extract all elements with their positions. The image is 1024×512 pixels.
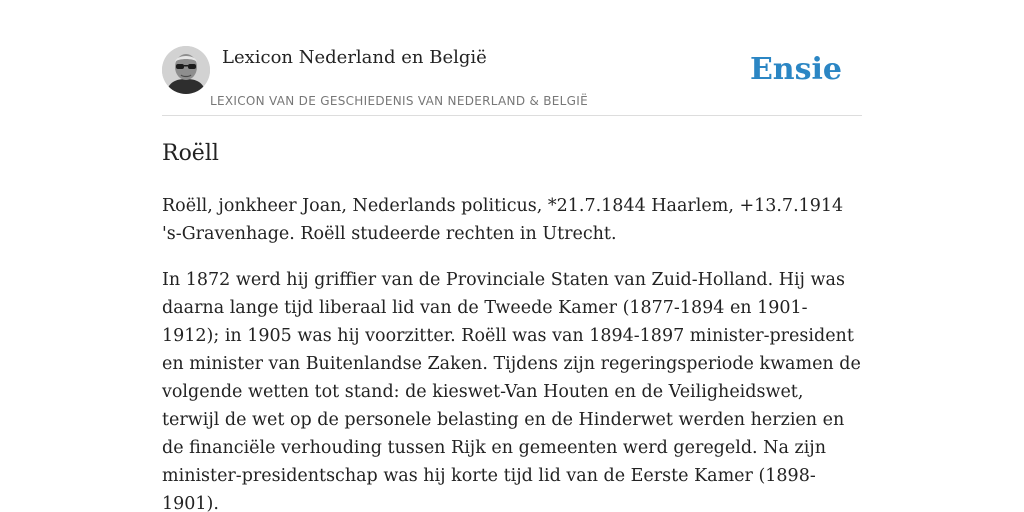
article-paragraph: Roëll, jonkheer Joan, Nederlands politicus, *21.7.1844 Haarlem, +13.7.1914 's-Gravenhage. Roëll studeerde rechten in Utrecht. (162, 196, 844, 244)
site-name[interactable]: Lexicon Nederland en België (222, 47, 487, 68)
article-paragraph: In 1872 werd hij griffier van de Provinciale Staten van Zuid-Holland. Hij was daarna lange tijd liberaal lid van de Tweede Kamer (1877-1894 en 1901-1912); in 1905 was hij voorzitter. Roëll was van 1894-1897 minister-president en minister van Buitenlandse Zaken. Tijdens zijn regeringsperiode kwamen de volgende wetten tot stand: de kieswet-Van Houten en de Veiligheidswet, terwijl de wet op de personele belasting en de Hinderwet werden herzien en de financiële verhouding tussen Rijk en gemeenten werd geregeld. Na zijn minister-presidentschap was hij korte tijd lid van de Eerste Kamer (1898-1901). (162, 270, 861, 512)
avatar-portrait-icon (162, 46, 210, 94)
article (162, 136, 862, 512)
article-title: Roëll (162, 141, 219, 166)
article-body (162, 192, 862, 512)
header-divider (162, 115, 862, 116)
author-avatar[interactable] (162, 46, 210, 94)
brand-logo[interactable]: Ensie (749, 52, 842, 87)
site-subtitle: LEXICON VAN DE GESCHIEDENIS VAN NEDERLAND & BELGIË (210, 94, 588, 108)
